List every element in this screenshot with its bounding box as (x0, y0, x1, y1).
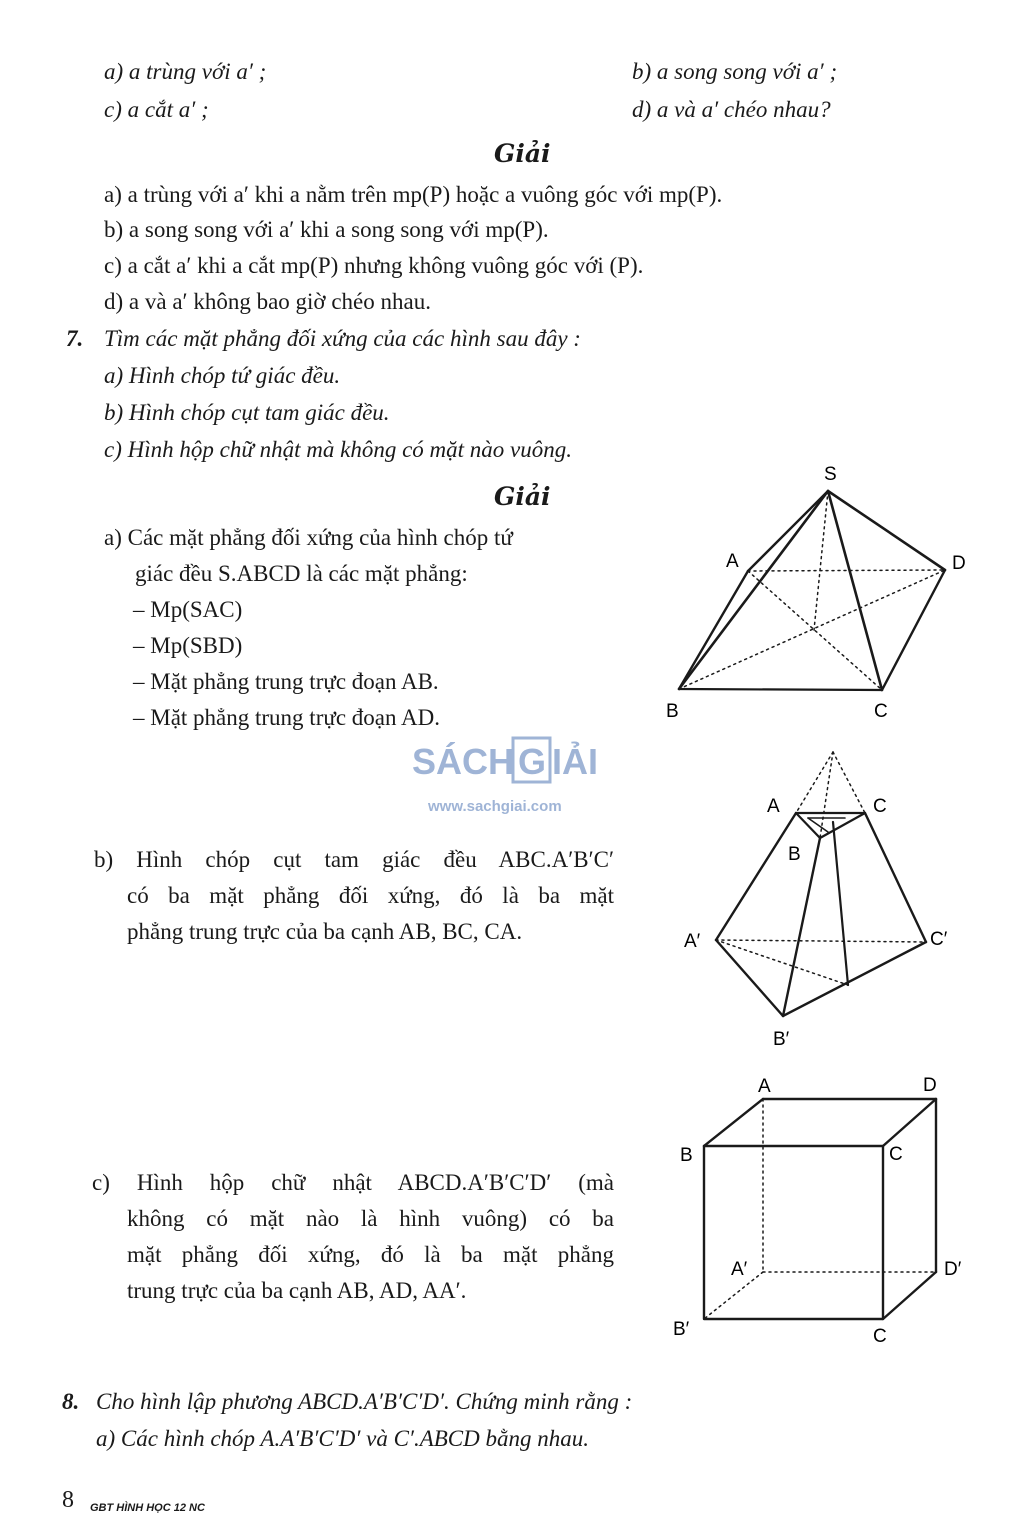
pyramid-label-a: A (726, 551, 739, 572)
frustum-label-a-prime: A′ (684, 931, 701, 952)
solution-heading-2: Giải (494, 482, 551, 511)
pyramid-label-b: B (666, 701, 679, 722)
option-b: b) a song song với a′ ; (632, 59, 838, 84)
solution-7c-line-3: mặt phẳng đối xứng, đó là ba mặt phẳng (127, 1242, 614, 1267)
exercise-8-prompt: Cho hình lập phương ABCD.A′B′C′D′. Chứng minh rằng : (96, 1389, 633, 1414)
pyramid-label-c: C (874, 701, 888, 722)
option-d: d) a và a′ chéo nhau? (632, 97, 831, 122)
solution-7a-line-2: giác đều S.ABCD là các mặt phẳng: (135, 561, 468, 586)
solution-7b-line-2: có ba mặt phẳng đối xứng, đó là ba mặt (127, 883, 614, 908)
solution-7a-line-1: a) Các mặt phẳng đối xứng của hình chóp tứ (104, 525, 513, 550)
watermark-brand-right: IẢI (552, 741, 599, 782)
exercise-7-item-c: c) Hình hộp chữ nhật mà không có mặt nào vuông. (104, 437, 572, 462)
solution-7a-list-item: – Mp(SBD) (133, 633, 243, 658)
frustum-label-b: B (788, 844, 801, 865)
solution-7c-line-2: không có mặt nào là hình vuông) có ba (127, 1206, 614, 1231)
solution-7c-line-4: trung trực của ba cạnh AB, AD, AA′. (127, 1278, 467, 1303)
watermark-logo (412, 738, 598, 815)
box-label-a: A (758, 1076, 771, 1097)
exercise-7-item-a: a) Hình chóp tứ giác đều. (104, 363, 341, 388)
solution-7a-list-item: – Mp(SAC) (133, 597, 243, 622)
solution-heading: Giải (494, 139, 551, 168)
exercise-8-number: 8. (62, 1389, 80, 1414)
box-label-b-prime: B′ (673, 1319, 690, 1340)
solution-7a-list-item: – Mặt phẳng trung trực đoạn AD. (133, 705, 440, 730)
box-label-b: B (680, 1145, 693, 1166)
option-c: c) a cắt a′ ; (104, 97, 209, 122)
exercise-7-number: 7. (66, 326, 84, 351)
solution-7b-line-3: phẳng trung trực của ba cạnh AB, BC, CA. (127, 919, 523, 944)
solution-6-line-c: c) a cắt a′ khi a cắt mp(P) nhưng không vuông góc với (P). (104, 253, 644, 278)
frustum-figure (716, 752, 926, 1016)
solution-7c-line-1: c) Hình hộp chữ nhật ABCD.A′B′C′D′ (mà (92, 1170, 614, 1195)
box-label-c-bottom: C (873, 1326, 887, 1347)
exercise-7-item-b: b) Hình chóp cụt tam giác đều. (104, 400, 390, 425)
watermark-brand-left: SÁCH (412, 741, 515, 782)
solution-7a-list-item: – Mặt phẳng trung trực đoạn AB. (133, 669, 439, 694)
box-label-d: D (923, 1075, 937, 1096)
exercise-8-item-a: a) Các hình chóp A.A′B′C′D′ và C′.ABCD bằng nhau. (96, 1426, 589, 1451)
frustum-label-b-prime: B′ (773, 1029, 790, 1050)
solution-6-line-d: d) a và a′ không bao giờ chéo nhau. (104, 289, 431, 314)
pyramid-figure (679, 491, 945, 690)
box-label-d-prime: D′ (944, 1259, 962, 1280)
solution-6-line-b: b) a song song với a′ khi a song song với mp(P). (104, 217, 549, 242)
pyramid-label-d: D (952, 553, 966, 574)
exercise-7-prompt: Tìm các mặt phẳng đối xứng của các hình sau đây : (104, 326, 581, 351)
watermark-brand-g: G (518, 741, 547, 782)
box-figure (704, 1099, 936, 1319)
frustum-label-a: A (767, 796, 780, 817)
frustum-label-c: C (873, 796, 887, 817)
solution-7b-line-1: b) Hình chóp cụt tam giác đều ABC.A′B′C′ (94, 847, 614, 872)
book-title: GBT HÌNH HỌC 12 NC (90, 1502, 205, 1514)
watermark-url: www.sachgiai.com (428, 798, 562, 815)
frustum-label-c-prime: C′ (930, 929, 948, 950)
box-label-a-prime: A′ (731, 1259, 748, 1280)
option-a: a) a trùng với a′ ; (104, 59, 267, 84)
solution-6-line-a: a) a trùng với a′ khi a nằm trên mp(P) hoặc a vuông góc với mp(P). (104, 182, 723, 207)
pyramid-label-s: S (824, 464, 837, 485)
page-number: 8 (62, 1487, 74, 1513)
box-label-c: C (889, 1144, 903, 1165)
